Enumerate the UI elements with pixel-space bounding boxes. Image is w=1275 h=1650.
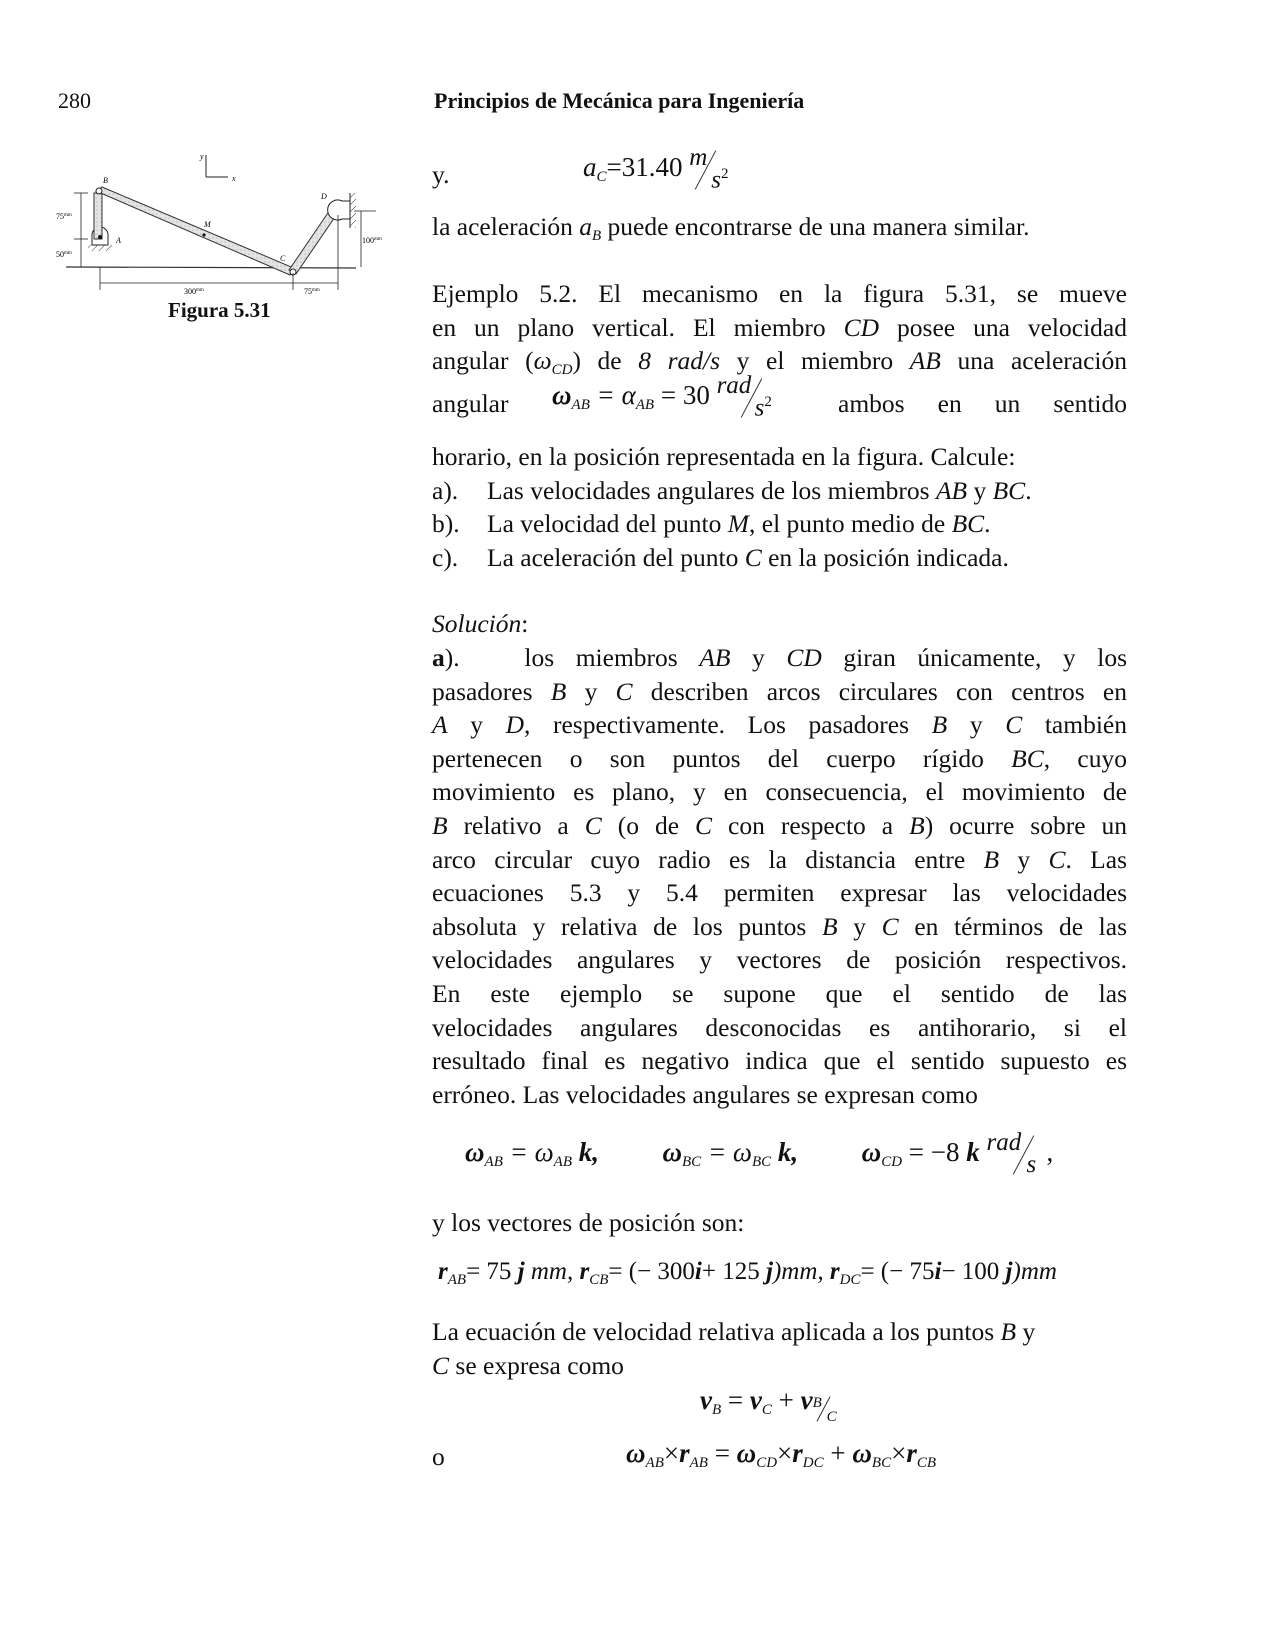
solution-line: arco circular cuyo radio es la distancia entre B y C. Las (432, 844, 1127, 874)
svg-text:D: D (321, 192, 327, 201)
solution-line: A y D, respectivamente. Los pasadores B y C también (432, 710, 1127, 740)
solution-line: velocidades angulares desconocidas es antihorario, si el (432, 1012, 1127, 1042)
omega-vectors-equation: $\omega_{AB} = \omega_{AB}$ k, $\omega_{BC} = \omega_{BC}$ k, $\omega_{CD} = -8$ k rad s , (465, 1129, 1054, 1178)
relvel-line-1: La ecuación de velocidad relativa aplicada a los puntos B y (432, 1317, 1036, 1346)
solution-line: En este ejemplo se supone que el sentido de las (432, 979, 1127, 1008)
vb-equation: $v_B = v_C + v$ B C (700, 1385, 837, 1425)
example-line-2: en un plano vertical. El miembro CD posee una velocidad (432, 313, 1127, 342)
solution-heading: Solución: (432, 609, 529, 638)
svg-text:B: B (103, 176, 108, 185)
ac-prefix: y. (432, 160, 450, 189)
svg-text:A: A (116, 236, 121, 245)
solution-line: absoluta y relativa de los puntos B y C en términos de las (432, 911, 1128, 941)
svg-text:75mm: $75^{mm}$ (56, 212, 72, 221)
ac-equation: $a_C=31.40$ m $s^2$ (583, 150, 733, 190)
unit-fraction: rad $s^2$ (716, 372, 772, 422)
example-line-4-suffix: ambos en un sentido (838, 389, 1127, 418)
ab-sentence: la aceleración $a_B$ puede encontrarse de una manera similar. (432, 212, 1030, 244)
linkage-diagram-icon (56, 145, 406, 295)
position-vectors-equation: $r_{AB}= 75$ j mm, $r_{CB}=$ (− 300i+ 125 j)mm, $r_{DC}=$ (− 75i− 100 j)mm (438, 1258, 1057, 1288)
solution-line: pasadores B y C describen arcos circulares con centros en (432, 676, 1127, 706)
omega-alpha-equation: $\omega_{AB} = \alpha_{AB} = 30$ rad $s^2$ (552, 378, 775, 418)
svg-text:M: M (204, 220, 211, 229)
solution-line: velocidades angulares y vectores de posición respectivos. (432, 945, 1127, 975)
relvel-line-2: C se expresa como (432, 1351, 624, 1380)
svg-text:75mm: $75^{mm}$ (304, 287, 320, 295)
page-number: 280 (58, 88, 91, 113)
or-prefix: o (432, 1442, 445, 1471)
solution-line: pertenecen o son puntos del cuerpo rígido BC, cuyo (432, 743, 1127, 773)
mechanism-figure (56, 145, 406, 295)
running-header-title: Principios de Mecánica para Ingeniería (434, 88, 805, 113)
unit-fraction: m $s^2$ (689, 144, 729, 194)
position-vectors-intro: y los vectores de posición son: (432, 1208, 745, 1237)
svg-text:300mm: $300^{mm}$ (184, 287, 204, 295)
example-line-3: angular $(\omega_{CD})$ de 8 rad/s y el miembro AB una aceleración (432, 346, 1128, 378)
svg-text:100mm: $100^{mm}$ (362, 236, 382, 245)
svg-text:y: y (200, 152, 204, 161)
solution-line: resultado final es negativo indica que el sentido supuesto es (432, 1046, 1127, 1076)
question-c: c). La aceleración del punto C en la posición indicada. (432, 543, 1009, 572)
solution-line: ecuaciones 5.3 y 5.4 permiten expresar las velocidades (432, 878, 1127, 908)
svg-text:x: x (232, 174, 236, 183)
solution-line: erróneo. Las velocidades angulares se expresan como (432, 1079, 978, 1109)
svg-text:C: C (280, 254, 286, 263)
solution-line: a). los miembros AB y CD giran únicamente, y los (432, 643, 1128, 672)
unit-fraction: rad s (986, 1129, 1037, 1178)
question-a: a). Las velocidades angulares de los miembros AB y BC. (432, 476, 1032, 505)
solution-line: movimiento es plano, y en consecuencia, el movimiento de (432, 777, 1127, 807)
question-b: b). La velocidad del punto M, el punto medio de BC. (432, 509, 991, 538)
solution-line: B relativo a C (o de C con respecto a B) ocurre sobre un (432, 811, 1127, 840)
example-line-5: horario, en la posición representada en la figura. Calcule: (432, 442, 1016, 471)
example-line-4-prefix: angular (432, 389, 509, 418)
cross-product-equation: $\omega_{AB}\times r_{AB} = \omega_{CD}\times r_{DC} + \omega_{BC}\times r_{CB}$ (626, 1438, 936, 1471)
figure-caption: Figura 5.31 (168, 298, 271, 322)
example-line-1: Ejemplo 5.2. El mecanismo en la figura 5.31, se mueve (432, 279, 1127, 308)
svg-text:50mm: $50^{mm}$ (56, 250, 72, 259)
